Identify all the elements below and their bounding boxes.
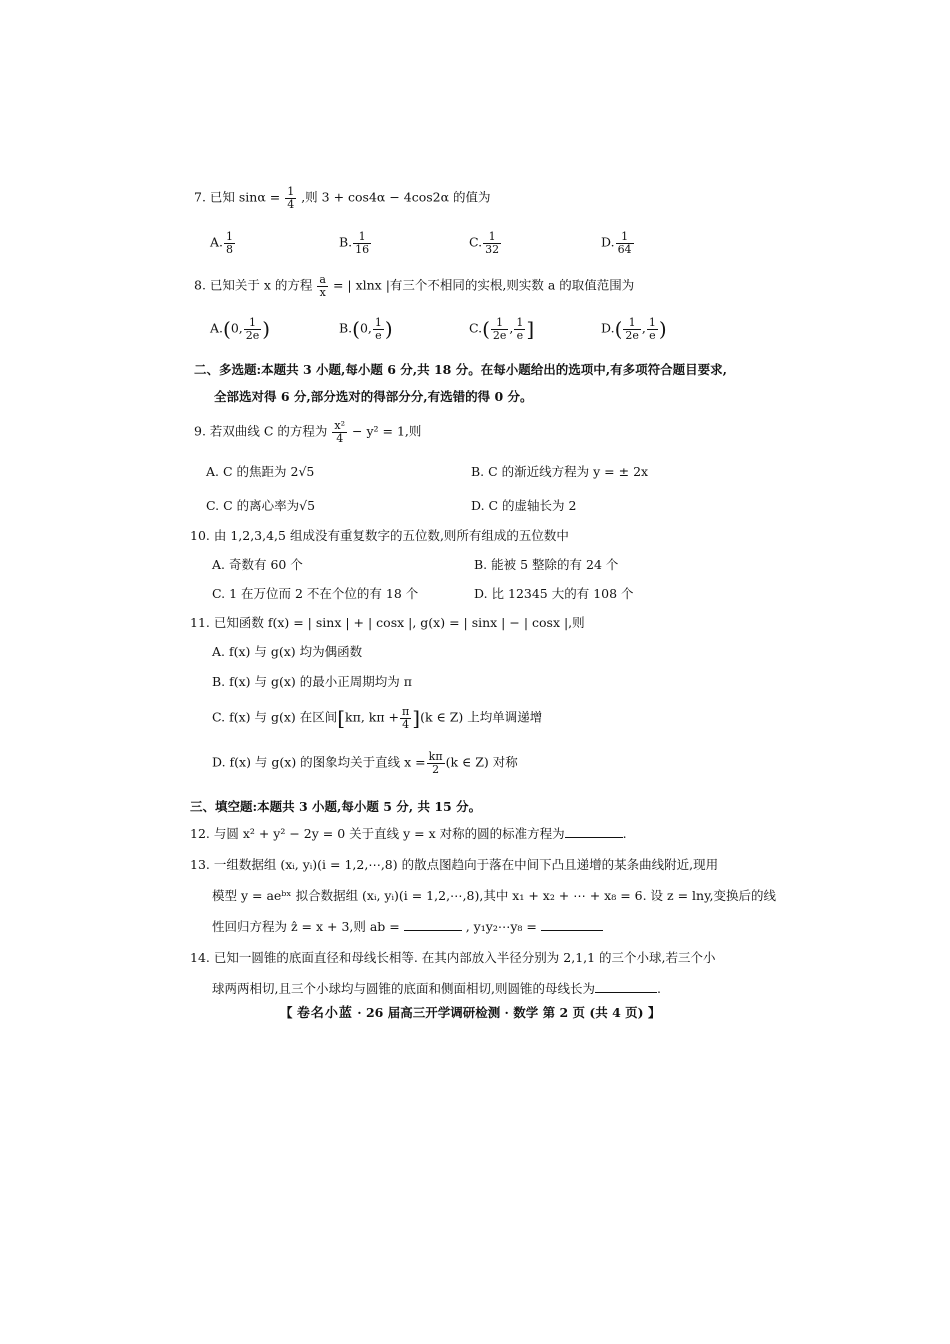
brand-logo: 卷名小蓝 xyxy=(296,1006,353,1021)
question-10-stem: 10. 由 1,2,3,4,5 组成没有重复数字的五位数,则所有组成的五位数中 xyxy=(190,528,569,543)
section-3-heading: 三、填空题:本题共 3 小题,每小题 5 分, 共 15 分。 xyxy=(190,799,482,814)
q8-option-a: A.(0, $\frac{1}{2e}$ ) xyxy=(210,316,271,342)
section-2-heading: 二、多选题:本题共 3 小题,每小题 6 分,共 18 分。在每小题给出的选项中,有多项符合题目要求, xyxy=(194,362,727,377)
q9-option-b: B. C 的渐近线方程为 y = ± 2x xyxy=(471,464,649,479)
q11-option-d: D. f(x) 与 g(x) 的图象均关于直线 x = $\frac{k\pi}{2}$ (k ∈ Z) 对称 xyxy=(212,750,518,776)
q9-fraction: $\frac{\text{x²}}{4}$ xyxy=(334,419,346,445)
q7-option-c: C. $\frac{1}{32}$ xyxy=(469,230,500,256)
q10-option-b: B. 能被 5 整除的有 24 个 xyxy=(474,557,619,572)
q14-answer-blank[interactable] xyxy=(595,982,657,993)
q9-option-c: C. C 的离心率为√5 xyxy=(206,498,316,513)
question-14-line-1: 14. 已知一圆锥的底面直径和母线长相等. 在其内部放入半径分别为 2,1,1 的三个小球,若三个小 xyxy=(190,950,716,965)
question-8-stem: 8. 已知关于 x 的方程 $\frac{a}{x}$ = | xlnx |有三个不相同的实根,则实数 a 的取值范围为 xyxy=(194,273,635,299)
q9-option-a: A. C 的焦距为 2√5 xyxy=(206,464,315,479)
q10-option-d: D. 比 12345 大的有 108 个 xyxy=(474,586,634,601)
q13-answer-blank-product[interactable] xyxy=(541,920,603,931)
q13-answer-blank-ab[interactable] xyxy=(404,920,462,931)
question-13-line-2: 模型 y = aeᵇˣ 拟合数据组 (xᵢ, yᵢ)(i = 1,2,⋯,8),其中 x₁ + x₂ + ⋯ + x₈ = 6. 设 z = lny,变换后的线 xyxy=(212,888,776,903)
q10-option-a: A. 奇数有 60 个 xyxy=(212,557,303,572)
q7-fraction: $\frac{1}{4}$ xyxy=(287,185,295,211)
q7-text-a: 7. 已知 sinα = xyxy=(194,189,281,205)
question-13-line-3: 性回归方程为 ẑ = x + 3,则 ab = , y₁y₂⋯y₈ = xyxy=(212,919,603,934)
q10-option-c: C. 1 在万位而 2 不在个位的有 18 个 xyxy=(212,586,419,601)
q7-option-b: B. $\frac{1}{16}$ xyxy=(339,230,370,256)
footer-text: · 26 届高三开学调研检测 · 数学 第 2 页 (共 4 页) xyxy=(357,1005,644,1020)
question-13-line-1: 13. 一组数据组 (xᵢ, yᵢ)(i = 1,2,⋯,8) 的散点图趋向于落在中间下凸且递增的某条曲线附近,现用 xyxy=(190,857,719,872)
q11-option-b: B. f(x) 与 g(x) 的最小正周期均为 π xyxy=(212,674,412,689)
page-footer: 【 卷名小蓝 · 26 届高三开学调研检测 · 数学 第 2 页 (共 4 页) 】 xyxy=(280,1002,660,1021)
q12-answer-blank[interactable] xyxy=(565,827,623,838)
q7-text-b: ,则 3 + cos4α − 4cos2α 的值为 xyxy=(301,189,491,205)
question-14-line-2: 球两两相切,且三个小球均与圆锥的底面和侧面相切,则圆锥的母线长为 . xyxy=(212,981,661,996)
q8-option-d: D.( $\frac{1}{2e}$ , $\frac{1}{e}$ ) xyxy=(601,316,667,342)
question-11-stem: 11. 已知函数 f(x) = | sinx | + | cosx |, g(x) = | sinx | − | cosx |,则 xyxy=(190,615,585,630)
q11-option-a: A. f(x) 与 g(x) 均为偶函数 xyxy=(212,644,363,659)
question-12-stem: 12. 与圆 x² + y² − 2y = 0 关于直线 y = x 对称的圆的标准方程为 . xyxy=(190,826,627,841)
q9-option-d: D. C 的虚轴长为 2 xyxy=(471,498,577,513)
question-7-stem xyxy=(194,186,491,210)
q8-fraction: $\frac{a}{x}$ xyxy=(319,273,326,299)
q7-option-d: D. $\frac{1}{64}$ xyxy=(601,230,632,256)
question-9-stem: 9. 若双曲线 C 的方程为 $\frac{\text{x²}}{4}$ − y² = 1,则 xyxy=(194,419,422,445)
q11-option-c: C. f(x) 与 g(x) 在区间[kπ, kπ + $\frac{\pi}{4}$ ](k ∈ Z) 上均单调递增 xyxy=(212,705,543,731)
section-2-heading-cont: 全部选对得 6 分,部分选对的得部分分,有选错的得 0 分。 xyxy=(214,389,533,404)
q8-option-c: C.( $\frac{1}{2e}$ , $\frac{1}{e}$ ] xyxy=(469,316,535,342)
q7-option-a: A. $\frac{1}{8}$ xyxy=(210,230,234,256)
q8-option-b: B.(0, $\frac{1}{e}$ ) xyxy=(339,316,393,342)
